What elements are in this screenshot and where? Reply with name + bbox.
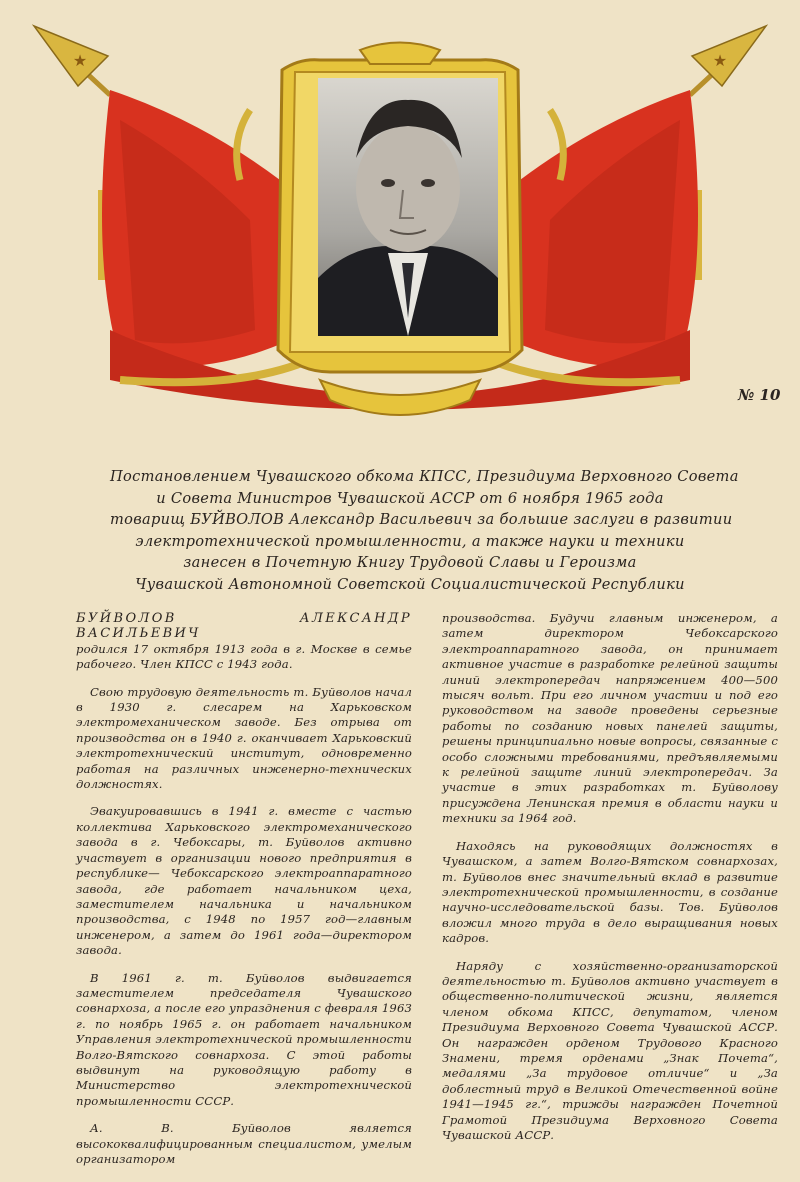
decree-line: Постановлением Чувашского обкома КПСС, Президиума Верховного Совета [110, 468, 739, 485]
bio-paragraph: Свою трудовую деятельность т. Буйволов начал в 1930 г. слесарем на Харьковском электромеханическом заводе. Без отрыва от производства он в 1940 г. оканчивает Харьковский электротехнический институт, одновременно работая на различных инженерно-технических должностях. [76, 684, 412, 792]
bio-paragraph: В 1961 г. т. Буйволов выдвигается заместителем председателя Чувашского совнархоза, а после его упразднения с февраля 1963 г. по ноябрь 1965 г. он работает начальником Управления электротехнической промышленности Волго-Вятского совнархоза. С этой работы выдвинут на руководящую работу в Министерство электротехнической промышленности СССР. [76, 970, 412, 1108]
decree-line: занесен в Почетную Книгу Трудовой Славы и Героизма [183, 554, 637, 571]
decree-line: Чувашской Автономной Советской Социалистической Республики [135, 575, 685, 593]
biography [76, 611, 788, 1171]
bio-paragraph: Эвакуировавшись в 1941 г. вместе с частью коллектива Харьковского электромеханического завода в г. Чебоксары, т. Буйволов активно участвует в организации нового предприятия в республике— Чебоксарского электроаппаратного завода, где работает начальником цеха, заместителем начальника и начальником производства, с 1948 по 1957 год—главным инженером, а затем до 1961 года—директором завода. [76, 804, 412, 958]
svg-text:★: ★ [712, 51, 728, 70]
portrait-photo [318, 78, 498, 336]
decree-line: и Совета Министров Чувашской АССР от 6 ноября 1965 года [156, 489, 664, 507]
bio-paragraph [76, 611, 412, 673]
bio-name: БУЙВОЛОВ АЛЕКСАНДР ВАСИЛЬЕВИЧ [76, 611, 412, 642]
biography-right-column [442, 611, 778, 1155]
page-number: № 10 [738, 386, 781, 404]
bio-paragraph: А. В. Буйволов является высококвалифицированным специалистом, умелым организатором [76, 1121, 412, 1166]
decree-line: электротехнической промышленности, а также науки и техники [135, 532, 685, 550]
portrait-figure [318, 78, 498, 336]
decree-line: товарищ БУЙВОЛОВ Александр Васильевич за большие заслуги в развитии [110, 511, 733, 528]
bio-paragraph: производства. Будучи главным инженером, а затем директором Чебоксарского электроаппаратного завода, он принимает активное участие в разработке релейной защиты линий электропередач напряжением 400—500 тысяч вольт. При его личном участии и под его руководством на заводе проведены серьезные работы по созданию новых панелей защиты, решены принципиально новые вопросы, связанные с особо сложными требованиями, предъявляемыми к релейной защите линий электропередач. За участие в этих разработках т. Буйволову присуждена Ленинская премия в области науки и техники за 1964 год. [442, 611, 778, 826]
bio-intro: родился 17 октября 1913 года в г. Москве в семье рабочего. Член КПСС с 1943 года. [76, 641, 412, 672]
svg-text:★: ★ [72, 51, 88, 70]
bio-paragraph: Находясь на руководящих должностях в Чувашском, а затем Волго-Вятском совнархозах, т. Буйволов внес значительный вклад в развитие электротехнической промышленности, в создание научно-исследовательской базы. Тов. Буйволов вложил много труда в дело выращивания новых кадров. [442, 838, 778, 946]
bio-paragraph: Наряду с хозяйственно-организаторской деятельностью т. Буйволов активно участвует в общественно-политической жизни, является членом обкома КПСС, депутатом, членом Президиума Верховного Совета Чувашской АССР. Он награжден орденом Трудового Красного Знамени, тремя орденами „Знак Почета“, медалями „За трудовое отличие“ и „За доблестный труд в Великой Отечественной войне 1941—1945 гг.“, трижды награжден Почетной Грамотой Президиума Верховного Совета Чувашской АССР. [442, 958, 778, 1142]
decree-text [110, 466, 739, 595]
biography-left-column [76, 611, 412, 1179]
